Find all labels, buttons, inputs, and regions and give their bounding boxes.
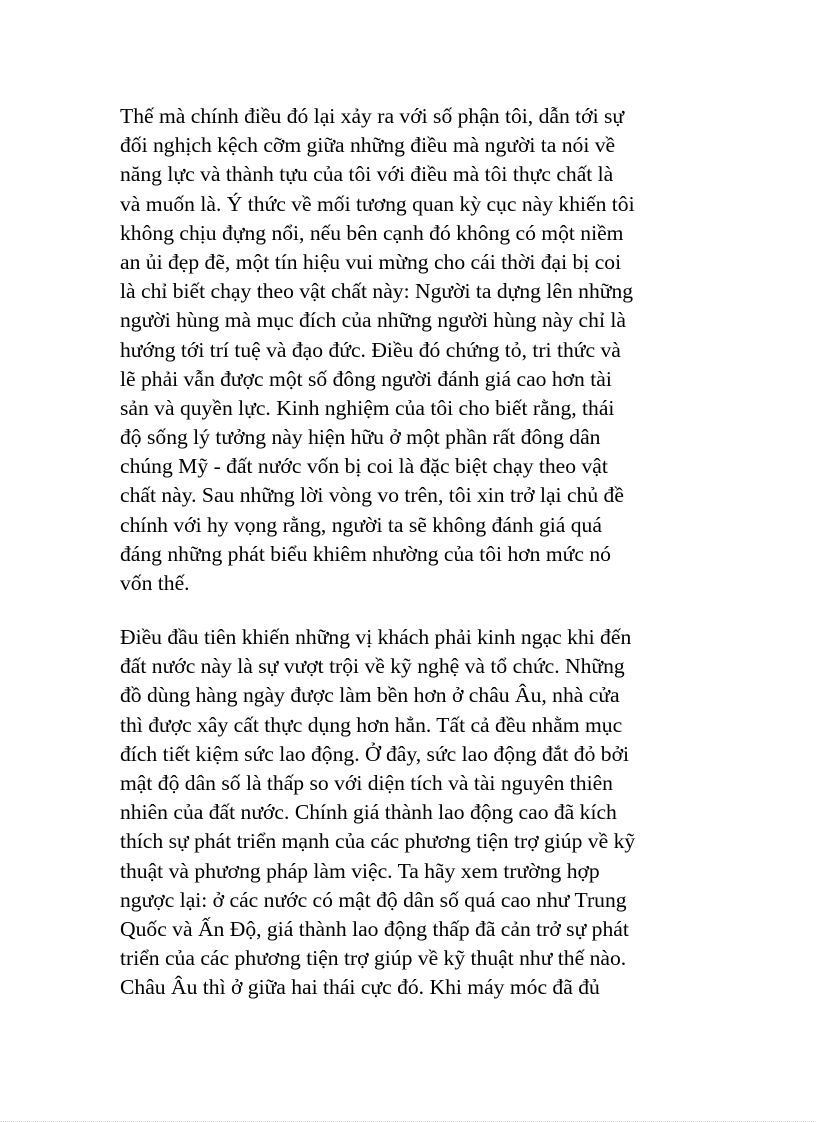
page-bottom-divider xyxy=(0,1121,816,1122)
text-line: lẽ phải vẫn được một số đông người đánh giá cao hơn tài xyxy=(120,366,612,391)
text-line: nhiên của đất nước. Chính giá thành lao động cao đã kích xyxy=(120,800,617,825)
text-line: đồ dùng hàng ngày được làm bền hơn ở châu Âu, nhà cửa xyxy=(120,683,620,708)
text-line: Thế mà chính điều đó lại xảy ra với số phận tôi, dẫn tới sự xyxy=(120,104,625,128)
text-line: là chỉ biết chạy theo vật chất này: Người ta dựng lên những xyxy=(120,279,634,304)
text-line: triển của các phương tiện trợ giúp về kỹ thuật như thế nào. xyxy=(120,946,627,971)
text-line: chất này. Sau những lời vòng vo trên, tôi xin trở lại chủ đề xyxy=(120,483,624,508)
text-line: chính với hy vọng rằng, người ta sẽ không đánh giá quá xyxy=(120,512,602,537)
text-line: chúng Mỹ - đất nước vốn bị coi là đặc biệt chạy theo vật xyxy=(120,454,608,479)
text-line: đối nghịch kệch cỡm giữa những điều mà người ta nói về xyxy=(120,133,616,158)
text-line: đích tiết kiệm sức lao động. Ở đây, sức lao động đắt đỏ bởi xyxy=(120,741,629,766)
paragraph-2 xyxy=(120,623,706,1002)
text-line: sản và quyền lực. Kinh nghiệm của tôi cho biết rằng, thái xyxy=(120,395,615,420)
text-line: đáng những phát biểu khiêm nhường của tôi hơn mức nó xyxy=(120,541,611,566)
text-line: năng lực và thành tựu của tôi với điều mà tôi thực chất là xyxy=(120,162,614,187)
text-line: người hùng mà mục đích của những người hùng này chỉ là xyxy=(120,308,626,333)
text-line: thuật và phương pháp làm việc. Ta hãy xem trường hợp xyxy=(120,858,600,883)
text-line: ngược lại: ở các nước có mật độ dân số quá cao như Trung xyxy=(120,887,627,912)
text-line: an ủi đẹp đẽ, một tín hiệu vui mừng cho cái thời đại bị coi xyxy=(120,249,622,274)
text-line: Châu Âu thì ở giữa hai thái cực đó. Khi máy móc đã đủ xyxy=(120,975,600,1000)
text-line: độ sống lý tưởng này hiện hữu ở một phần rất đông dân xyxy=(120,425,601,450)
text-line: đất nước này là sự vượt trội về kỹ nghệ và tổ chức. Những xyxy=(120,654,625,679)
text-line: mật độ dân số là thấp so với diện tích và tài nguyên thiên xyxy=(120,770,613,795)
text-line: hướng tới trí tuệ và đạo đức. Điều đó chứng tỏ, tri thức và xyxy=(120,337,621,362)
text-line: thích sự phát triển mạnh của các phương tiện trợ giúp về kỹ xyxy=(120,829,636,854)
text-line: không chịu đựng nổi, nếu bên cạnh đó không có một niềm xyxy=(120,220,624,245)
text-line: và muốn là. Ý thức về mối tương quan kỳ cục này khiến tôi xyxy=(120,191,635,216)
text-line: vốn thế. xyxy=(120,571,190,595)
paragraph-1 xyxy=(120,102,706,598)
text-line: Điều đầu tiên khiến những vị khách phải kinh ngạc khi đến xyxy=(120,625,632,649)
text-line: Quốc và Ấn Độ, giá thành lao động thấp đã cản trở sự phát xyxy=(120,916,629,941)
text-line: thì được xây cất thực dụng hơn hẳn. Tất cả đều nhằm mục xyxy=(120,712,623,737)
